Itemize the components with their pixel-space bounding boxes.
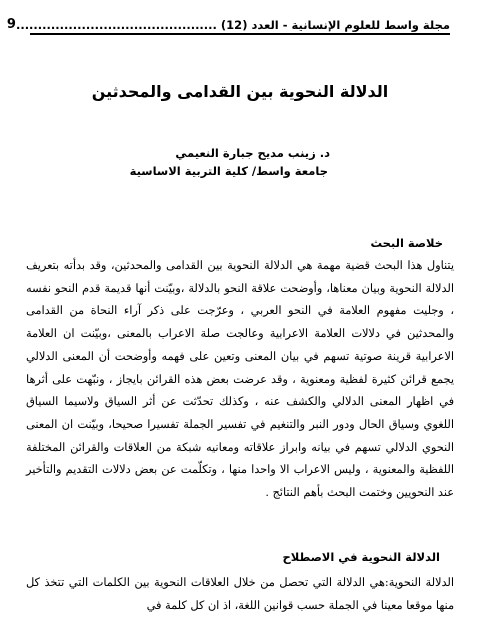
abstract-heading: خلاصة البحث xyxy=(370,236,443,250)
author-affiliation: جامعة واسط/ كلية التربية الاساسية xyxy=(129,164,328,178)
section-heading: الدلالة النحوية في الاصطلاح xyxy=(282,550,440,564)
section-body: الدلالة النحوية:هي الدلالة التي تحصل من خلال العلاقات النحوية بين الكلمات التي تتخذ كل منها موقعا معينا في الجملة حسب قوانين اللغة، اذ ان كل كلمة في xyxy=(26,576,454,612)
header-rule xyxy=(30,33,450,35)
page-number: 9 xyxy=(6,17,16,32)
running-header xyxy=(6,6,450,32)
article-title: الدلالة النحوية بين القدامى والمحدثين xyxy=(91,82,389,101)
author-name: د. زينب مديح جبارة النعيمي xyxy=(175,146,330,160)
journal-title: مجلة واسط للعلوم الإنسانية - العدد (12) .............................................. xyxy=(15,18,450,32)
abstract-body: يتناول هذا البحث قضية مهمة هي الدلالة النحوية بين القدامى والمحدثين، وقد بدأته بتعريف الدلالة النحوية وبيان معناها، وأوضحت علاقة النحو بالدلالة ،وبيّنت أنها قديمة قدم النحو نفسه ، وجليت مفهوم العلامة في النحو العربي ، وعرّجت على ذكر آراء النحاة من القدامى والمحدثين في دلالات العلامة الاعرابية وعالجت صلة الاعراب بالمعنى ،وبيّنت ان العلامة الاعرابية قرينة صوتية تسهم في بيان المعنى وتعين على فهمه وأوضحت أن المعنى الدلالي يجمع قرائن كثيرة لفظية ومعنوية ، وقد عرضت بعض هذه القرائن بايجاز ، ونبّهت على أثرها في اظهار المعنى الدلالي والكشف عنه ، وكذلك تحدّثت عن أثر السياق ولاسيما السياق اللغوي وسياق الحال ودور النبر والتنغيم في تفسير الجملة تفسيرا صحيحا، وبيّنت ان المعنى النحوي الدلالي تسهم في بيانه وابراز علاقاته ومعانيه شبكة من العلاقات والقرائن المختلفة اللفظية والمعنوية ، وليس الاعراب الا واحدا منها ، وتكلّمت عن بعض دلالات التقديم والتأخير عند النحويين وختمت البحث بأهم النتائج . xyxy=(26,259,454,500)
